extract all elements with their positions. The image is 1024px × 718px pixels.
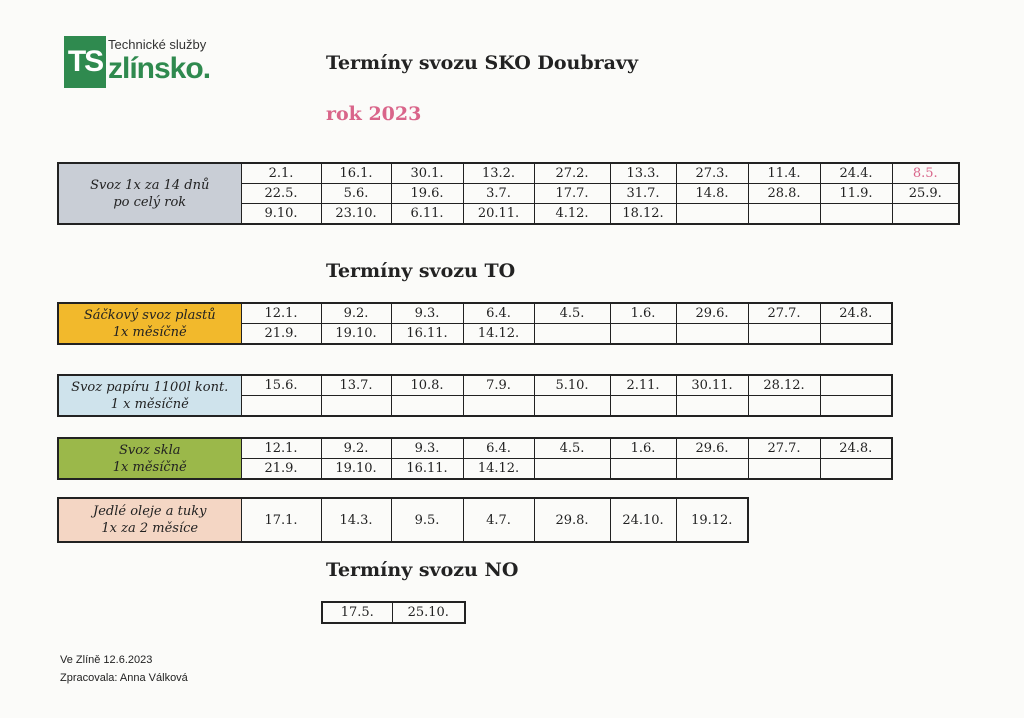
- date-cell: 14.12.: [463, 459, 534, 480]
- date-cell: [534, 459, 610, 480]
- date-cell: 1.6.: [610, 303, 676, 324]
- date-cell: 9.3.: [391, 438, 463, 459]
- date-cell: 29.6.: [676, 303, 748, 324]
- date-cell: [820, 396, 892, 417]
- date-cell: 14.3.: [321, 498, 391, 542]
- date-cell: [321, 396, 391, 417]
- date-cell: 17.1.: [241, 498, 321, 542]
- date-cell: [676, 396, 748, 417]
- logo: [64, 36, 214, 92]
- year-label: rok 2023: [326, 103, 422, 125]
- date-cell: 24.8.: [820, 303, 892, 324]
- date-cell: 6.11.: [391, 204, 463, 225]
- date-cell: 1.6.: [610, 438, 676, 459]
- date-cell: 4.7.: [463, 498, 534, 542]
- date-cell: 14.12.: [463, 324, 534, 345]
- oleje-label: [58, 498, 241, 542]
- date-cell: 19.10.: [321, 459, 391, 480]
- date-cell: [676, 324, 748, 345]
- date-cell: 27.3.: [676, 163, 748, 184]
- sklo-label-line2: 1x měsíčně: [112, 459, 187, 475]
- date-cell: 9.2.: [321, 438, 391, 459]
- plasty-label-line2: 1x měsíčně: [112, 324, 187, 340]
- date-cell: 27.7.: [748, 303, 820, 324]
- date-cell: 30.1.: [391, 163, 463, 184]
- date-cell: [610, 459, 676, 480]
- date-cell: [892, 204, 959, 225]
- sko-label-line1: Svoz 1x za 14 dnů: [90, 177, 210, 193]
- plasty-label: [58, 303, 241, 344]
- table-row: [58, 303, 892, 324]
- table-row: [58, 163, 959, 184]
- plasty-label-line1: Sáčkový svoz plastů: [83, 307, 216, 323]
- date-cell: 4.5.: [534, 438, 610, 459]
- page-title: Termíny svozu SKO Doubravy: [326, 52, 639, 74]
- logo-name: zlínsko.: [108, 52, 211, 85]
- date-cell: 12.1.: [241, 303, 321, 324]
- date-cell: 9.3.: [391, 303, 463, 324]
- date-cell: 7.9.: [463, 375, 534, 396]
- date-cell: [820, 204, 892, 225]
- glass-schedule-table: [57, 437, 893, 480]
- sko-label-line2: po celý rok: [113, 194, 187, 210]
- date-cell: 19.10.: [321, 324, 391, 345]
- date-cell: 19.6.: [391, 184, 463, 204]
- date-cell: 9.5.: [391, 498, 463, 542]
- date-cell: 17.7.: [534, 184, 610, 204]
- date-cell: 16.1.: [321, 163, 391, 184]
- date-cell: 24.10.: [610, 498, 676, 542]
- date-cell: 8.5.: [892, 163, 959, 184]
- date-cell: 21.9.: [241, 324, 321, 345]
- table-row: [58, 438, 892, 459]
- date-cell: 16.11.: [391, 324, 463, 345]
- date-cell: 18.12.: [610, 204, 676, 225]
- date-cell: 9.2.: [321, 303, 391, 324]
- sko-schedule-table: [57, 162, 960, 225]
- date-cell: 12.1.: [241, 438, 321, 459]
- date-cell: [748, 396, 820, 417]
- date-cell: 27.2.: [534, 163, 610, 184]
- date-cell: [676, 459, 748, 480]
- table-row: [322, 602, 465, 623]
- papir-label: [58, 375, 241, 416]
- date-cell: 19.12.: [676, 498, 748, 542]
- date-cell: 11.4.: [748, 163, 820, 184]
- sklo-label: [58, 438, 241, 479]
- logo-box: TS: [64, 36, 106, 88]
- date-cell: 5.10.: [534, 375, 610, 396]
- date-cell: [820, 324, 892, 345]
- date-cell: 21.9.: [241, 459, 321, 480]
- date-cell: 24.8.: [820, 438, 892, 459]
- date-cell: [610, 324, 676, 345]
- date-cell: 25.9.: [892, 184, 959, 204]
- sko-label: [58, 163, 241, 224]
- date-cell: 6.4.: [463, 438, 534, 459]
- date-cell: 14.8.: [676, 184, 748, 204]
- papir-label-line1: Svoz papíru 1100l kont.: [71, 379, 229, 395]
- footer-place-date: Ve Zlíně 12.6.2023: [60, 654, 153, 666]
- no-schedule-table: [321, 601, 466, 624]
- date-cell: 16.11.: [391, 459, 463, 480]
- date-cell: [610, 396, 676, 417]
- date-cell: 28.8.: [748, 184, 820, 204]
- date-cell: 11.9.: [820, 184, 892, 204]
- date-cell: 22.5.: [241, 184, 321, 204]
- date-cell: 25.10.: [392, 602, 465, 623]
- footer-author: Zpracovala: Anna Válková: [60, 672, 188, 684]
- date-cell: [748, 324, 820, 345]
- date-cell: 13.3.: [610, 163, 676, 184]
- date-cell: 27.7.: [748, 438, 820, 459]
- plastics-schedule-table: [57, 302, 893, 345]
- papir-label-line2: 1 x měsíčně: [110, 396, 189, 412]
- date-cell: 9.10.: [241, 204, 321, 225]
- date-cell: 2.1.: [241, 163, 321, 184]
- date-cell: 6.4.: [463, 303, 534, 324]
- sklo-label-line1: Svoz skla: [118, 442, 181, 458]
- date-cell: [391, 396, 463, 417]
- table-row: [58, 498, 748, 542]
- date-cell: [820, 459, 892, 480]
- date-cell: [463, 396, 534, 417]
- date-cell: 31.7.: [610, 184, 676, 204]
- to-heading: Termíny svozu TO: [326, 260, 516, 282]
- no-heading: Termíny svozu NO: [326, 559, 519, 581]
- date-cell: 4.5.: [534, 303, 610, 324]
- date-cell: 5.6.: [321, 184, 391, 204]
- date-cell: [534, 396, 610, 417]
- oleje-label-line1: Jedlé oleje a tuky: [93, 504, 207, 519]
- date-cell: [748, 459, 820, 480]
- date-cell: 20.11.: [463, 204, 534, 225]
- date-cell: 28.12.: [748, 375, 820, 396]
- date-cell: 24.4.: [820, 163, 892, 184]
- date-cell: [534, 324, 610, 345]
- date-cell: 17.5.: [322, 602, 392, 623]
- date-cell: 15.6.: [241, 375, 321, 396]
- date-cell: [676, 204, 748, 225]
- oleje-label-line2: 1x za 2 měsíce: [101, 521, 199, 536]
- date-cell: 29.6.: [676, 438, 748, 459]
- date-cell: 10.8.: [391, 375, 463, 396]
- date-cell: 3.7.: [463, 184, 534, 204]
- date-cell: 13.7.: [321, 375, 391, 396]
- date-cell: 23.10.: [321, 204, 391, 225]
- date-cell: 2.11.: [610, 375, 676, 396]
- oils-schedule-table: [57, 497, 749, 543]
- date-cell: 13.2.: [463, 163, 534, 184]
- date-cell: 4.12.: [534, 204, 610, 225]
- paper-schedule-table: [57, 374, 893, 417]
- date-cell: 29.8.: [534, 498, 610, 542]
- date-cell: [820, 375, 892, 396]
- date-cell: [748, 204, 820, 225]
- date-cell: [241, 396, 321, 417]
- table-row: [58, 375, 892, 396]
- logo-subtitle: Technické služby: [108, 37, 207, 52]
- date-cell: 30.11.: [676, 375, 748, 396]
